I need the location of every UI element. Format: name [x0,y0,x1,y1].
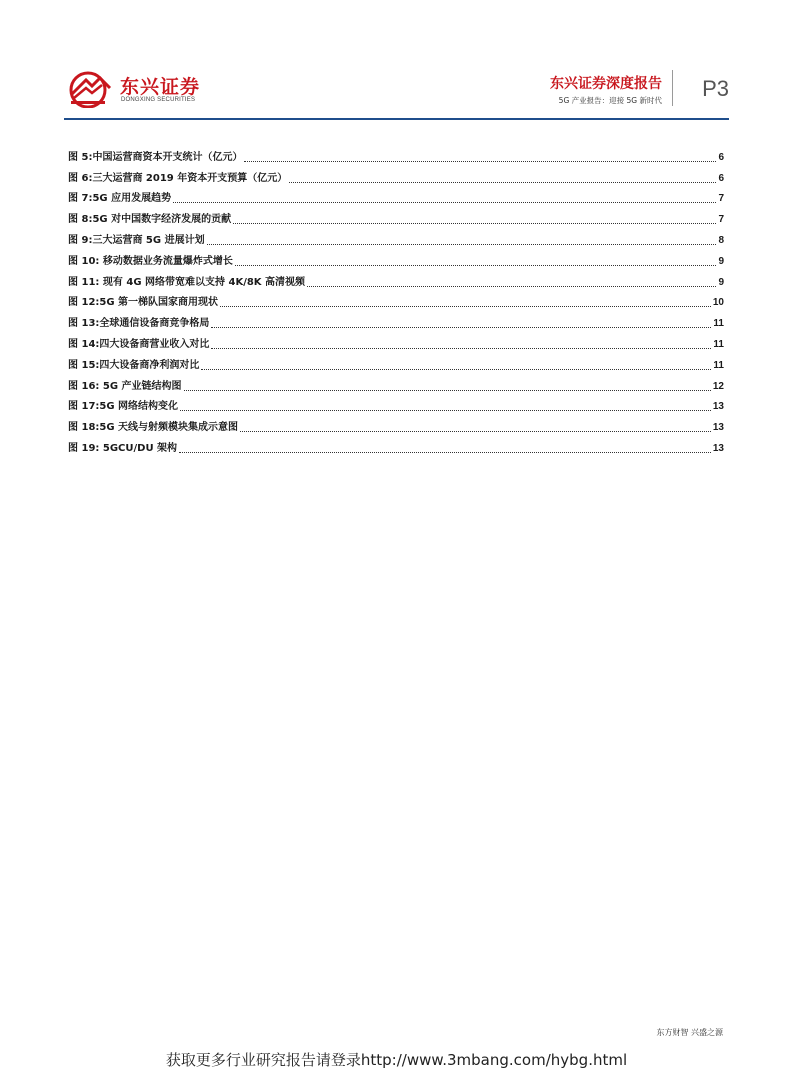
toc-entry-label: 图 13:全球通信设备商竞争格局 [68,318,210,330]
toc-entry-page: 13 [712,442,724,454]
header-divider [672,70,673,106]
toc-entry[interactable] [68,187,724,208]
brand-name-en: DONGXING SECURITIES [121,97,196,103]
toc-entry-label: 图 11: 现有 4G 网络带宽难以支持 4K/8K 高清视频 [68,276,306,288]
page-number: P3 [702,76,729,101]
toc-entry-page: 12 [712,380,724,392]
toc-entry[interactable] [68,249,724,270]
page-header [64,62,729,120]
toc-leader [180,409,711,411]
report-subtitle: 5G 产业报告：迎接 5G 新时代 [558,96,662,105]
toc-leader [201,368,711,370]
toc-entry-page: 13 [712,401,724,413]
toc-entry[interactable] [68,415,724,436]
toc-entry-label: 图 5:中国运营商资本开支统计（亿元） [68,151,243,163]
toc-leader [244,160,716,162]
header-rule [64,118,729,120]
toc-entry-label: 图 8:5G 对中国数字经济发展的贡献 [68,214,232,226]
toc-leader [307,285,716,287]
toc-entry[interactable] [68,374,724,395]
toc-entry[interactable] [68,228,724,249]
footer-slogan: 东方财智 兴盛之源 [656,1028,723,1037]
toc-entry-page: 10 [712,297,724,309]
toc-entry[interactable] [68,270,724,291]
toc-entry-page: 11 [713,338,724,350]
toc-entry[interactable] [68,145,724,166]
toc-entry[interactable] [68,436,724,457]
toc-entry-label: 图 7:5G 应用发展趋势 [68,193,172,205]
toc-entry-label: 图 10: 移动数据业务流量爆炸式增长 [68,255,233,267]
toc-leader [240,430,711,432]
toc-entry-label: 图 19: 5GCU/DU 架构 [68,442,178,454]
toc-entry[interactable] [68,291,724,312]
toc-entry-page: 6 [718,151,724,163]
toc-entry-label: 图 16: 5G 产业链结构图 [68,380,182,392]
toc-entry[interactable] [68,395,724,416]
dongxing-logo-icon [66,68,114,108]
toc-leader [233,222,716,224]
toc-leader [211,326,711,328]
toc-entry-label: 图 18:5G 天线与射频模块集成示意图 [68,422,239,434]
toc-entry-page: 11 [713,318,724,330]
toc-entry[interactable] [68,207,724,228]
toc-entry[interactable] [68,353,724,374]
toc-entry-label: 图 17:5G 网络结构变化 [68,401,179,413]
toc-leader [211,347,711,349]
toc-leader [179,451,711,453]
toc-leader [173,201,716,203]
toc-entry-label: 图 15:四大设备商净利润对比 [68,359,200,371]
toc-entry[interactable] [68,166,724,187]
toc-entry-page: 11 [713,359,724,371]
toc-leader [289,181,716,183]
toc-entry-page: 9 [718,276,724,288]
toc-entry-page: 7 [718,193,724,205]
toc-leader [207,243,717,245]
figure-index [68,145,724,457]
report-title: 东兴证券深度报告 [550,76,662,92]
download-link[interactable]: 获取更多行业研究报告请登录http://www.3mbang.com/hybg.html [165,1051,628,1069]
toc-entry-page: 9 [718,255,724,267]
brand-name-cn: 东兴证券 [120,76,201,98]
toc-entry-page: 13 [712,422,724,434]
toc-leader [235,264,717,266]
toc-entry-page: 7 [718,214,724,226]
toc-entry[interactable] [68,311,724,332]
toc-leader [184,389,711,391]
toc-entry[interactable] [68,332,724,353]
toc-entry-page: 6 [718,172,724,184]
toc-entry-label: 图 12:5G 第一梯队国家商用现状 [68,297,219,309]
toc-entry-label: 图 6:三大运营商 2019 年资本开支预算（亿元） [68,172,288,184]
toc-entry-page: 8 [718,234,724,246]
toc-entry-label: 图 9:三大运营商 5G 进展计划 [68,234,205,246]
toc-entry-label: 图 14:四大设备商营业收入对比 [68,338,210,350]
toc-leader [220,305,711,307]
